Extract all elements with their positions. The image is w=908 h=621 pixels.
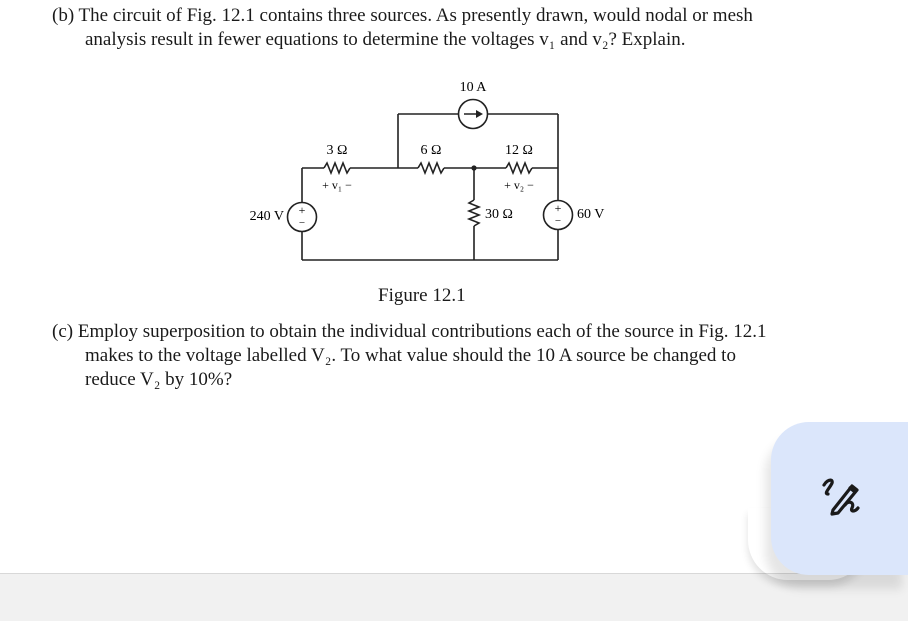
source-240-minus: −	[298, 217, 306, 229]
edit-fab-button[interactable]	[771, 422, 908, 575]
edit-pen-icon	[819, 472, 863, 521]
label-3ohm: 3 Ω	[326, 143, 348, 158]
question-b	[52, 4, 812, 52]
label-60v: 60 V	[577, 207, 605, 222]
voltage-source-60	[544, 201, 573, 230]
node-dot	[471, 165, 476, 170]
question-b-line1: (b) The circuit of Fig. 12.1 contains three sources. As presently drawn, would nodal or mesh	[52, 5, 753, 26]
circuit-diagram	[230, 72, 650, 272]
label-6ohm: 6 Ω	[420, 143, 442, 158]
bottom-bar	[0, 573, 908, 621]
question-c-line3: reduce V₂ by 10%?	[85, 369, 233, 390]
label-10a: 10 A	[459, 80, 487, 95]
question-c-line1: (c) Employ superposition to obtain the individual contributions each of the source in Fig. 12.1	[52, 321, 767, 342]
current-source-10a	[459, 100, 488, 129]
figure-caption: Figure 12.1	[378, 285, 466, 306]
label-240v: 240 V	[249, 209, 284, 224]
voltage-source-240	[288, 203, 317, 232]
label-12ohm: 12 Ω	[505, 143, 533, 158]
question-c-line2: makes to the voltage labelled V₂. To what value should the 10 A source be changed to	[85, 345, 736, 366]
question-b-line2: analysis result in fewer equations to determine the voltages v₁ and v₂? Explain.	[85, 29, 686, 50]
source-60-minus: −	[554, 215, 562, 227]
label-v2: + v₂ −	[504, 178, 534, 192]
question-c	[52, 320, 812, 392]
source-60-plus: +	[554, 201, 562, 215]
label-v1: + v₁ −	[322, 178, 352, 192]
label-30ohm: 30 Ω	[485, 207, 513, 222]
source-240-plus: +	[298, 203, 306, 217]
